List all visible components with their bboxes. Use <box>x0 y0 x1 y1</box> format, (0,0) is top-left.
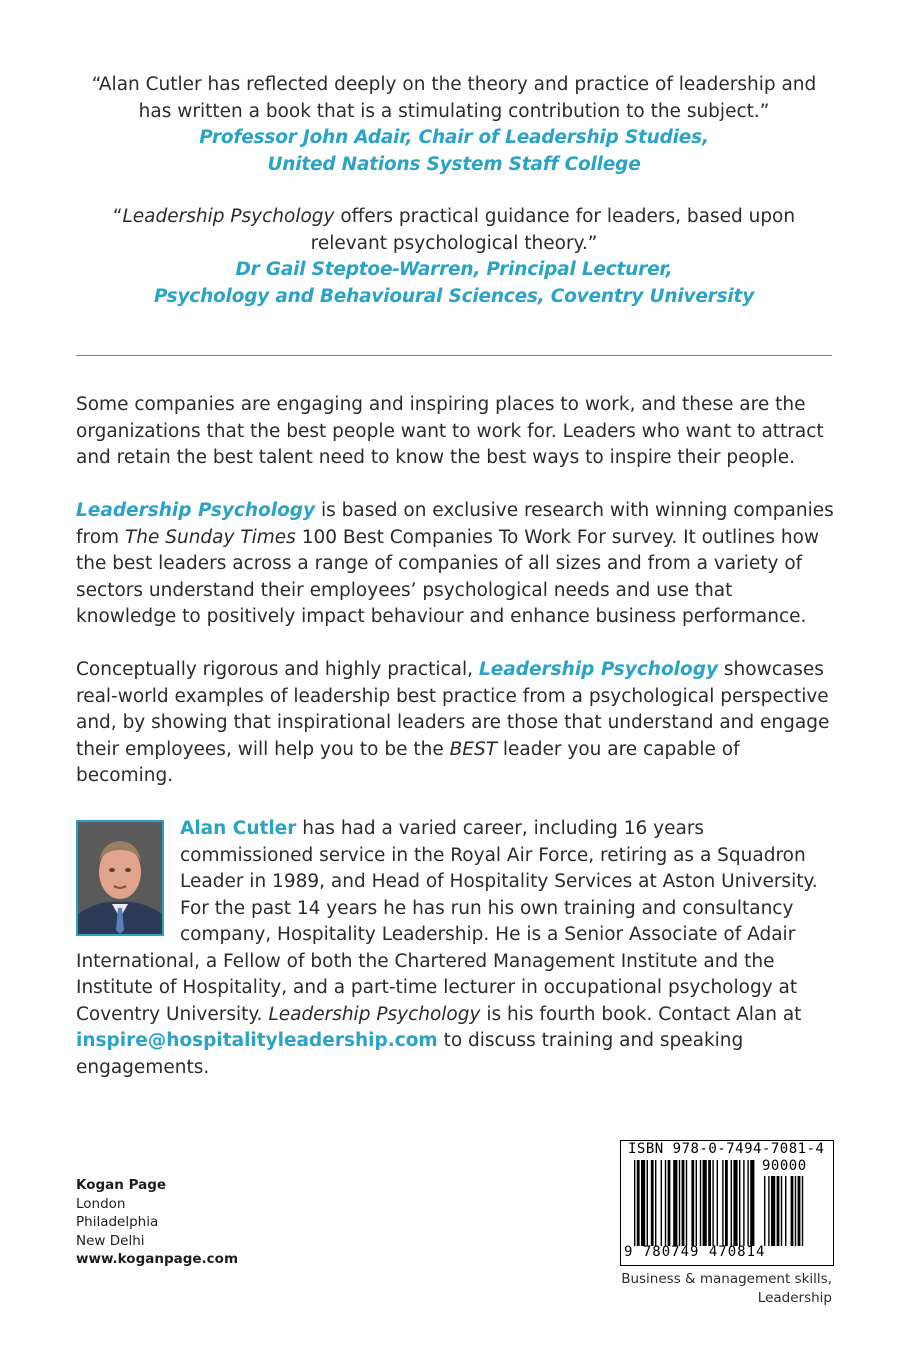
isbn-text: ISBN 978-0-7494-7081-4 <box>628 1141 825 1157</box>
quote-2-rest: offers practical guidance for leaders, based upon relevant psychological theory.” <box>310 206 796 254</box>
author-photo <box>76 820 164 936</box>
blurb-p2-text-a: is based on exclusive research with winning companies from <box>76 500 834 548</box>
blurb-p3-text-b: showcases real-world examples of leadership best practice from a psychological perspective and, by showing that inspirational leaders are those that understand and engage their employees, will help you to be the <box>76 659 830 760</box>
author-bio-text-b: is his fourth book. Contact Alan at <box>480 1003 802 1025</box>
endorsement-attribution-1-line-2: United Nations System Staff College <box>267 153 641 175</box>
quote-2-book-title: Leadership Psychology <box>122 206 335 227</box>
category-line-2: Leadership <box>757 1289 832 1306</box>
blurb-p3-title: Leadership Psychology <box>478 659 719 680</box>
category-line-1: Business & management skills, <box>621 1271 832 1287</box>
section-divider <box>76 355 832 356</box>
author-bio-text-a: has had a varied career, including 16 years commissioned service in the Royal Air Force, retiring as a Squadron Leader in 1989, and Head of Hospitality Services at Aston University. For the past 14 years he has run his own training and consultancy company, Hospitality Leadership. He is a Senior Associate of Adair International, a Fellow of both the Chartered Management Institute and the Institute of Hospitality, and a part-time lecturer in occupational psychology at Coventry University. <box>76 818 818 1025</box>
author-bio-text-c: to discuss training and speaking engagements. <box>76 1030 744 1078</box>
endorsement-attribution-2-line-1: Dr Gail Steptoe-Warren, Principal Lecturer, <box>235 259 673 280</box>
price-code: 90000 <box>762 1158 807 1174</box>
blurb-p2-text-b: 100 Best Companies To Work For survey. It outlines how the best leaders across a range of companies of all sizes and from a variety of sectors understand their employees’ psychological needs and use that knowledge to positively impact behaviour and enhance business performance. <box>76 526 820 627</box>
author-bio-book-title: Leadership Psychology <box>268 1003 481 1025</box>
endorsement-attribution-2-line-2: Psychology and Behavioural Sciences, Coventry University <box>153 285 755 307</box>
author-portrait-icon <box>78 822 162 934</box>
blurb-p3-best: BEST <box>449 738 498 760</box>
blurb-paragraph-3 <box>76 657 836 790</box>
blurb-paragraph-2 <box>76 498 836 631</box>
author-name: Alan Cutler <box>180 818 297 839</box>
author-email-link[interactable]: inspire@hospitalityleadership.com <box>76 1030 438 1051</box>
publisher-name: Kogan Page <box>76 1177 167 1193</box>
blurb-p2-title: Leadership Psychology <box>76 500 316 521</box>
publisher-block <box>76 1176 238 1269</box>
blurb-p3-text-c: leader you are capable of becoming. <box>76 738 740 786</box>
blurb-paragraph-1: Some companies are engaging and inspiring places to work, and these are the organizations that the best people want to work for. Leaders who want to attract and retain the best talent need to know the best ways to inspire their people. <box>76 394 824 468</box>
subject-category <box>621 1270 832 1307</box>
book-blurb <box>76 392 836 1081</box>
ean-digits: 9 780749 470814 <box>624 1244 766 1260</box>
publisher-website[interactable]: www.koganpage.com <box>76 1251 239 1267</box>
quote-2-open: “ <box>112 206 123 227</box>
barcode-icon <box>634 1160 826 1246</box>
blurb-p2-source: The Sunday Times <box>124 526 296 548</box>
endorsement-quote-1: “Alan Cutler has reflected deeply on the theory and practice of leadership and has written a book that is a stimulating contribution to the subject.” <box>91 74 817 122</box>
blurb-p3-text-a: Conceptually rigorous and highly practical, <box>76 659 479 680</box>
author-bio <box>76 816 836 1081</box>
publisher-city-3: New Delhi <box>76 1232 145 1249</box>
endorsements <box>76 72 832 310</box>
endorsement-attribution-1-line-1: Professor John Adair, Chair of Leadership Studies, <box>199 127 709 148</box>
endorsement-quote-2 <box>76 204 832 257</box>
publisher-city-1: London <box>76 1195 126 1212</box>
publisher-city-2: Philadelphia <box>76 1214 159 1230</box>
